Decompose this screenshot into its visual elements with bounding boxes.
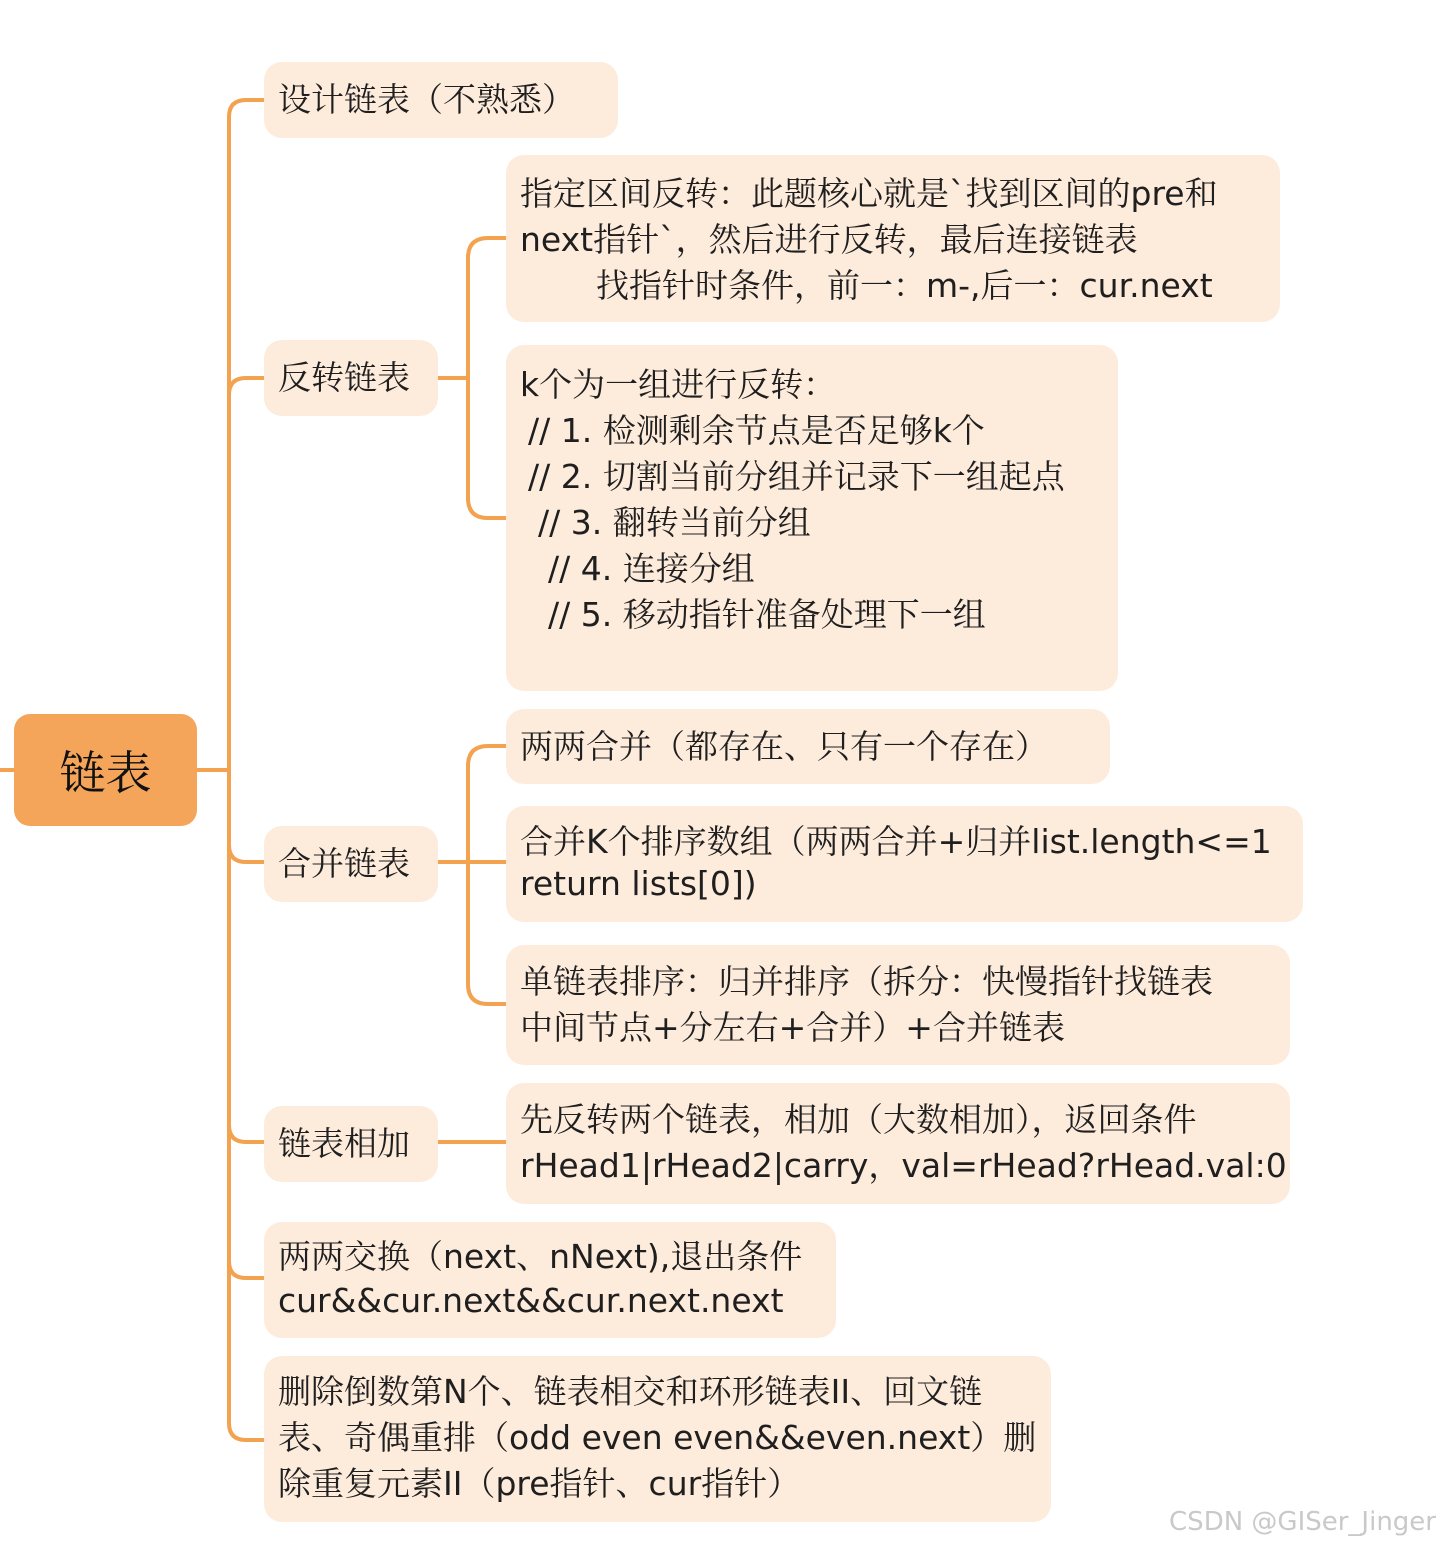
node-line: 指定区间反转：此题核心就是`找到区间的pre和	[520, 174, 1218, 213]
node-line: 中间节点+分左右+合并）+合并链表	[520, 1008, 1065, 1047]
node-line: 表、奇偶重排（odd even even&&even.next）删	[278, 1418, 1037, 1457]
node-line: 除重复元素II（pre指针、cur指针）	[278, 1464, 801, 1503]
node-merge-two[interactable]	[506, 709, 1110, 784]
node-label: 合并链表	[278, 844, 410, 883]
reverse-bracket	[468, 238, 506, 518]
main-trunk	[229, 100, 264, 1440]
node-sort-list[interactable]	[506, 945, 1290, 1065]
link-reverse	[229, 378, 264, 395]
node-line: // 2. 切割当前分组并记录下一组起点	[528, 457, 1065, 496]
node-line: next指针`，然后进行反转，最后连接链表	[520, 220, 1138, 259]
link-merge	[229, 845, 264, 862]
root-label: 链表	[59, 746, 152, 800]
node-line: rHead1|rHead2|carry，val=rHead?rHead.val:0	[520, 1146, 1287, 1185]
watermark: CSDN @GISer_Jinger	[1169, 1507, 1436, 1537]
node-reverse-k-group[interactable]	[506, 345, 1118, 691]
node-line: // 5. 移动指针准备处理下一组	[548, 595, 986, 634]
node-line: 两两合并（都存在、只有一个存在）	[520, 727, 1048, 766]
node-line: 单链表排序：归并排序（拆分：快慢指针找链表	[520, 962, 1213, 1001]
node-line: k个为一组进行反转：	[520, 365, 837, 404]
node-swap-pairs[interactable]	[264, 1222, 836, 1338]
node-line: 两两交换（next、nNext),退出条件	[278, 1237, 803, 1276]
node-label: 链表相加	[278, 1124, 410, 1163]
node-misc-problems[interactable]	[264, 1356, 1051, 1522]
node-merge-k[interactable]	[506, 806, 1303, 922]
node-line: // 4. 连接分组	[548, 549, 755, 588]
node-add-numbers[interactable]	[506, 1083, 1290, 1204]
root-node[interactable]	[14, 714, 197, 826]
node-line: 先反转两个链表，相加（大数相加），返回条件	[520, 1100, 1197, 1139]
node-label: 反转链表	[278, 358, 410, 397]
node-line: cur&&cur.next&&cur.next.next	[278, 1281, 784, 1320]
node-line: 找指针时条件，前一：m-,后一：cur.next	[596, 266, 1213, 305]
merge-bracket	[468, 746, 506, 1004]
node-design-list[interactable]	[264, 62, 618, 138]
node-reverse-range[interactable]	[506, 155, 1280, 322]
link-add	[229, 1125, 264, 1142]
node-merge-list[interactable]	[264, 826, 438, 902]
node-line: 删除倒数第N个、链表相交和环形链表II、回文链	[278, 1372, 983, 1411]
node-add-list[interactable]	[264, 1106, 438, 1182]
node-line: 合并K个排序数组（两两合并+归并list.length<=1	[520, 822, 1272, 861]
node-label: 设计链表（不熟悉）	[278, 80, 575, 119]
node-line: // 3. 翻转当前分组	[538, 503, 811, 542]
node-reverse-list[interactable]	[264, 340, 438, 416]
link-swap	[229, 1261, 264, 1278]
node-line: // 1. 检测剩余节点是否足够k个	[528, 411, 985, 450]
node-line: return lists[0])	[520, 864, 757, 903]
